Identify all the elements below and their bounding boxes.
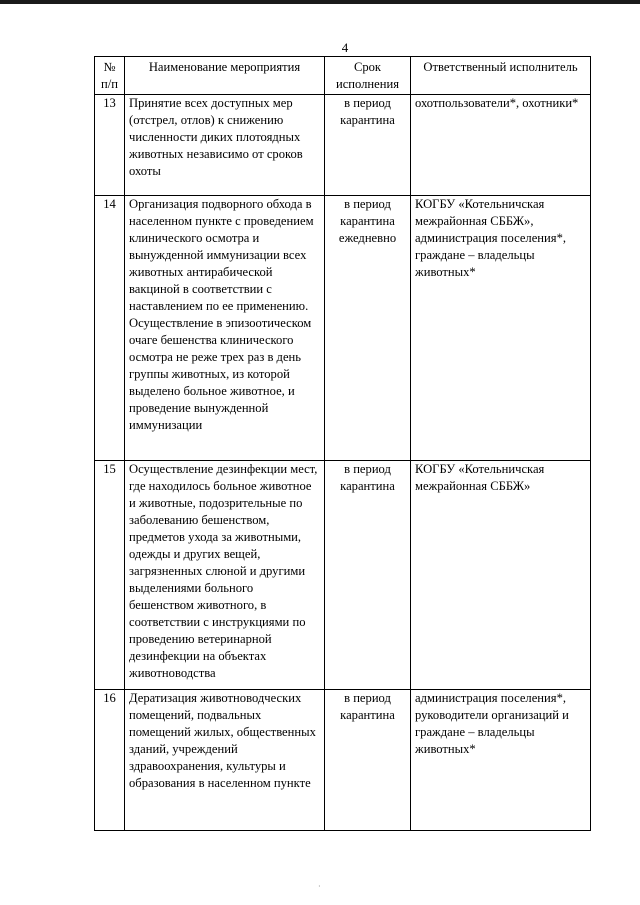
measure-name: Организация подворного обхода в населенном пункте с проведением клинического осмотра и вынужденной иммунизации всех животных антирабической вакциной в соответствии с наставлением по ее применению. Осуществление в эпизоотическом очаге бешенства клинического осмотра не реже трех раз в день группы животных, из которой выделено больное животное, и проведение вынужденной иммунизации: [125, 196, 325, 461]
row-number: 14: [95, 196, 125, 461]
header-name: Наименование мероприятия: [125, 57, 325, 95]
table-row: [95, 95, 591, 196]
row-number: 16: [95, 690, 125, 831]
measure-executor: охотпользователи*, охотники*: [411, 95, 591, 196]
measure-term: в период карантина: [325, 95, 411, 196]
table-header-row: [95, 57, 591, 95]
measure-name: Принятие всех доступных мер (отстрел, отлов) к снижению численности диких плотоядных животных независимо от сроков охоты: [125, 95, 325, 196]
measure-executor: администрация поселения*, руководители организаций и граждане – владельцы животных*: [411, 690, 591, 831]
top-border-line: [0, 0, 640, 4]
table-row: [95, 690, 591, 831]
scan-speck: ·: [318, 882, 321, 891]
measure-term: в период карантина ежедневно: [325, 196, 411, 461]
row-number: 13: [95, 95, 125, 196]
measure-term: в период карантина: [325, 690, 411, 831]
measure-executor: КОГБУ «Котельничская межрайонная СББЖ», администрация поселения*, граждане – владельцы животных*: [411, 196, 591, 461]
table-row: [95, 196, 591, 461]
row-number: 15: [95, 461, 125, 690]
header-num: № п/п: [95, 57, 125, 95]
header-term: Срок исполнения: [325, 57, 411, 95]
measure-term: в период карантина: [325, 461, 411, 690]
measure-name: Осуществление дезинфекции мест, где находилось больное животное и животные, подозрительные по заболеванию бешенством, предметов ухода за животными, одежды и других вещей, загрязненных слюной и другими выделениями больного бешенством животного, в соответствии с инструкциями по проведению ветеринарной дезинфекции на объектах животноводства: [125, 461, 325, 690]
header-exec: Ответственный исполнитель: [411, 57, 591, 95]
measures-table: [94, 56, 591, 831]
page-number: 4: [341, 40, 349, 55]
measure-name: Дератизация животноводческих помещений, подвальных помещений жилых, общественных зданий, учреждений здравоохранения, культуры и образования в населенном пункте: [125, 690, 325, 831]
measure-executor: КОГБУ «Котельничская межрайонная СББЖ»: [411, 461, 591, 690]
table-row: [95, 461, 591, 690]
